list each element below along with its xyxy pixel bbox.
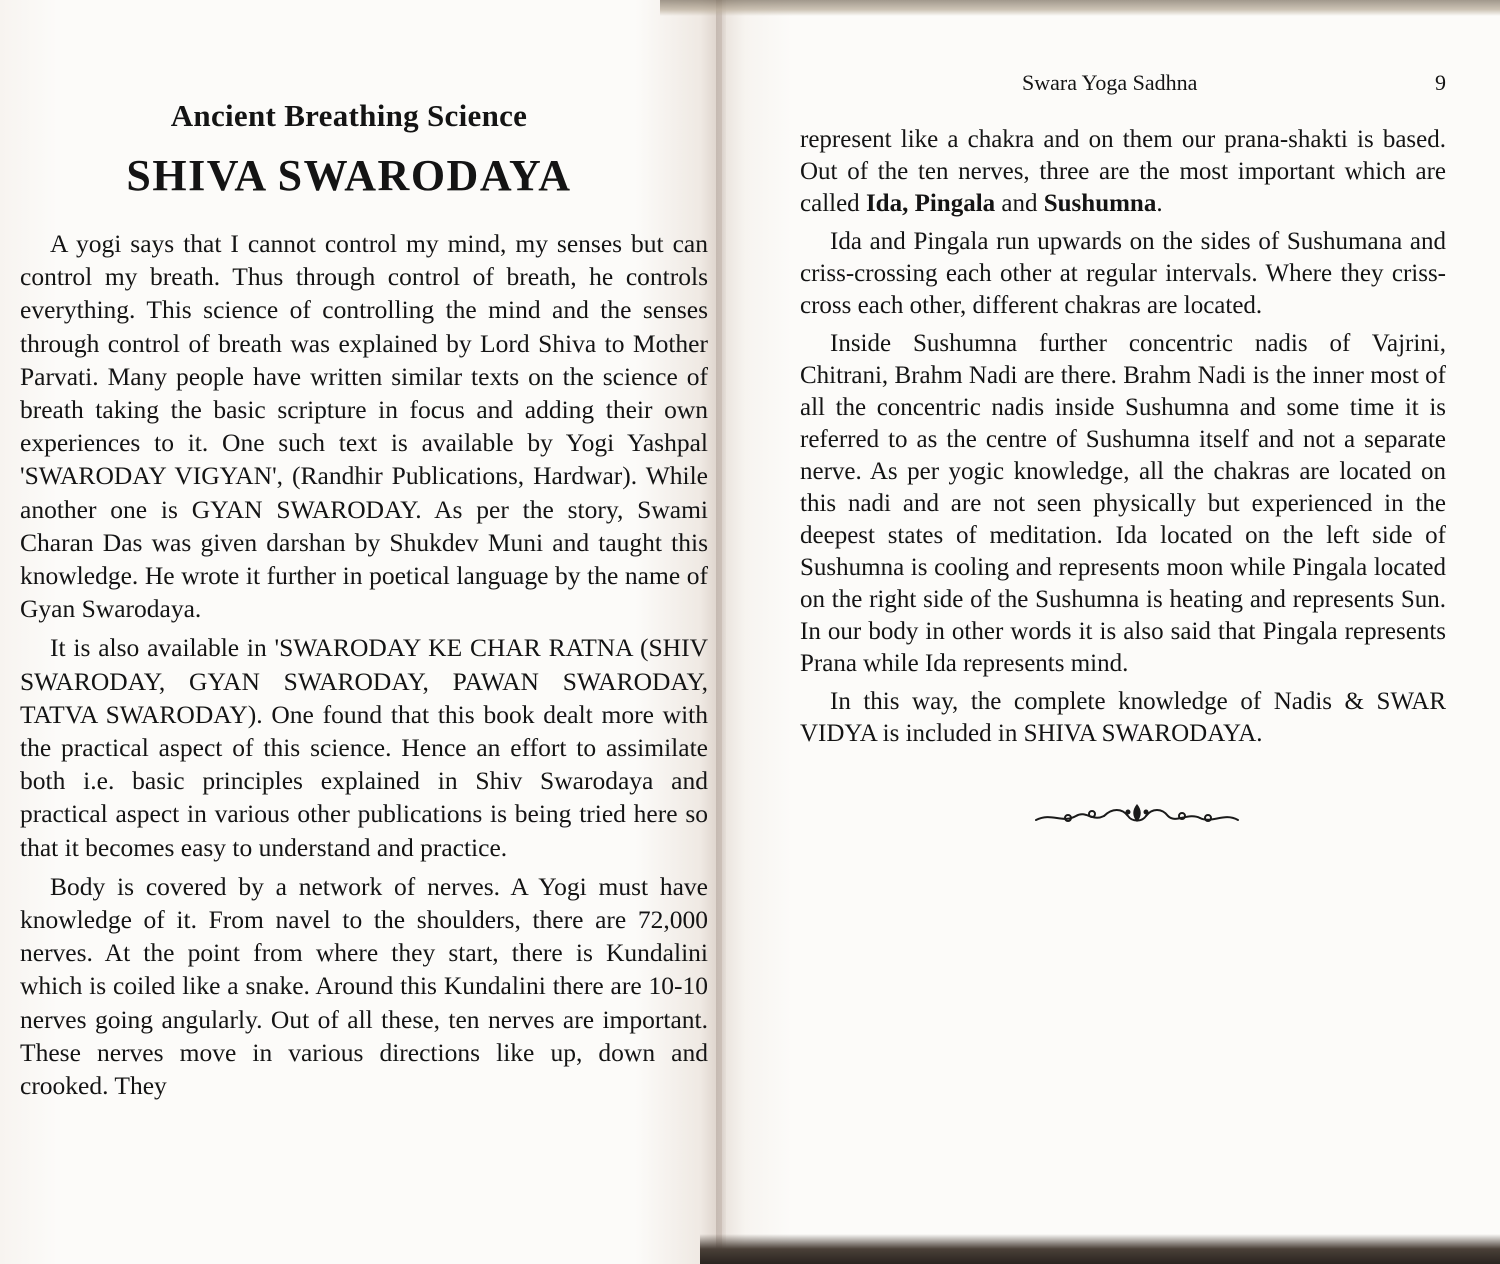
chapter-subtitle: Ancient Breathing Science	[170, 98, 528, 133]
body-paragraph: Inside Sushumna further concentric nadis of Vajrini, Chitrani, Brahm Nadi are there. Brahm Nadi is the inner most of all the concentric nadis inside Sushumna and some time it is referred to as the centre of Sushumna itself and not a separate nerve. As per yogic knowledge, all the chakras are located on this nadi and are not seen physically but experienced in the deepest states of meditation. Ida located on the left side of Sushumna is cooling and represents moon while Pingala located on the right side of the Sushumna is heating and represents Sun. In our body in other words it is also said that Pingala represents Prana while Ida represents mind.	[800, 330, 1446, 677]
body-paragraph: A yogi says that I cannot control my mind, my senses but can control my breath. Thus through control of breath, he controls everything. This science of controlling the mind and the senses through control of breath was explained by Lord Shiva to Mother Parvati. Many people have written similar texts on the science of breath taking the basic scripture in focus and adding their own experiences to it. One such text is available by Yogi Yashpal 'SWARODAY VIGYAN', (Randhir Publications, Hardwar). While another one is GYAN SWARODAY. As per the story, Swami Charan Das was given darshan by Shukdev Muni and taught this knowledge. He wrote it further in poetical language by the name of Gyan Swarodaya.	[20, 229, 708, 624]
body-paragraph: In this way, the complete knowledge of Nadis & SWAR VIDYA is included in SHIVA SWARODAYA.	[800, 688, 1446, 747]
continued-text-and: and	[995, 190, 1044, 217]
running-header	[800, 70, 1446, 110]
chapter-title: SHIVA SWARODAYA	[126, 151, 572, 200]
running-head-title: Swara Yoga Sadhna	[1022, 70, 1198, 95]
page-number: 9	[1435, 70, 1446, 95]
body-paragraph: Body is covered by a network of nerves. A Yogi must have knowledge of it. From navel to the shoulders, there are 72,000 nerves. At the point from where they start, there is Kundalini which is coiled like a snake. Around this Kundalini there are 10-10 nerves going angularly. Out of all these, ten nerves are important. These nerves move in various directions like up, down and crooked. They	[20, 871, 708, 1101]
continued-text: represent like a chakra and on them our prana-shakti is based. Out of the ten nerves, three are the most important which are called	[800, 126, 1446, 217]
body-paragraph: It is also available in 'SWARODAY KE CHAR RATNA (SHIV SWARODAY, GYAN SWARODAY, PAWAN SWARODAY, TATVA SWARODAY). One found that this book dealt more with the practical aspect of this science. Hence an effort to assimilate both i.e. basic principles explained in Shiv Swarodaya and practical aspect in various other publications is being tried here so that it becomes easy to understand and practice.	[20, 633, 708, 862]
bold-term-ida-pingala: Ida, Pingala	[865, 190, 996, 217]
continued-text-end: .	[1156, 190, 1163, 217]
body-paragraph: Ida and Pingala run upwards on the sides of Sushumana and criss-crossing each other at regular intervals. Where they criss-cross each other, different chakras are located.	[800, 228, 1446, 319]
background-edge-bottom	[700, 1234, 1500, 1264]
ornament-divider-icon	[1032, 800, 1242, 830]
background-edge-top	[660, 0, 1500, 16]
continued-paragraph	[800, 124, 1446, 220]
right-page	[722, 0, 1500, 1264]
book-gutter	[716, 0, 726, 1264]
bold-term-sushumna: Sushumna	[1043, 190, 1157, 217]
left-page	[0, 0, 722, 1264]
